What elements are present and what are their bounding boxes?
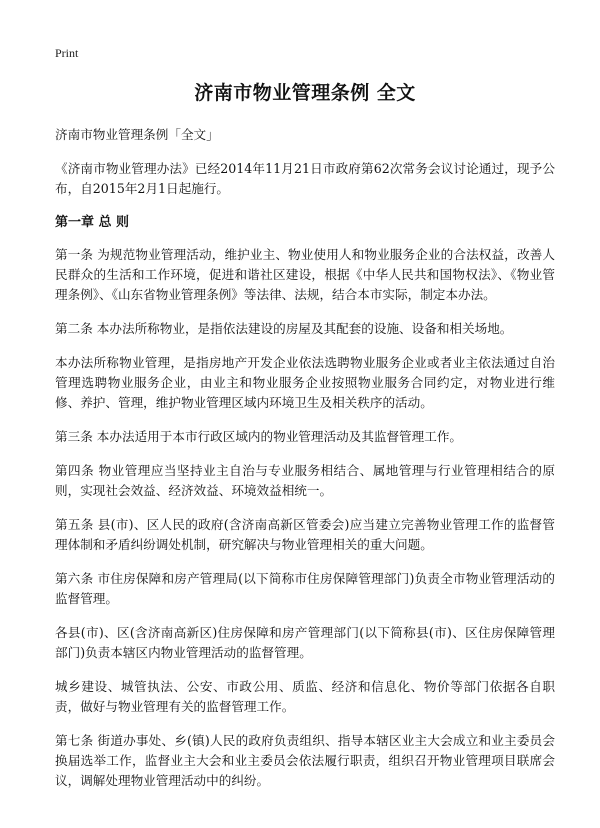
article-paragraph: 第四条 物业管理应当坚持业主自治与专业服务相结合、属地管理与行业管理相结合的原则，实现社会效益、经济效益、环境效益相统一。	[55, 463, 555, 498]
article-paragraph: 第五条 县(市)、区人民的政府(含济南高新区管委会)应当建立完善物业管理工作的监督管理体制和矛盾纠纷调处机制，研究解决与物业管理相关的重大问题。	[55, 517, 555, 552]
document-subtitle: 济南市物业管理条例「全文」	[55, 127, 219, 142]
article-paragraph: 第七条 街道办事处、乡(镇)人民的政府负责组织、指导本辖区业主大会成立和业主委员会换届选举工作，监督业主大会和业主委员会依法履行职责，组织召开物业管理项目联席会议，调解处理物业管理活动中的纠纷。	[55, 733, 555, 788]
article-paragraph: 各县(市)、区(含济南高新区)住房保障和房产管理部门(以下简称县(市)、区住房保障管理部门)负责本辖区内物业管理活动的监督管理。	[55, 625, 555, 660]
article-paragraph: 第六条 市住房保障和房产管理局(以下简称市住房保障管理部门)负责全市物业管理活动的监督管理。	[55, 571, 555, 606]
article-paragraph: 第二条 本办法所称物业，是指依法建设的房屋及其配套的设施、设备和相关场地。	[55, 321, 513, 336]
print-link[interactable]: Print	[55, 46, 79, 60]
article-paragraph: 城乡建设、城管执法、公安、市政公用、质监、经济和信息化、物价等部门依据各自职责，做好与物业管理有关的监督管理工作。	[55, 679, 555, 714]
chapter-heading: 第一章 总 则	[55, 215, 130, 230]
page-title: 济南市物业管理条例 全文	[194, 82, 416, 104]
intro-paragraph: 《济南市物业管理办法》已经2014年11月21日市政府第62次常务会议讨论通过，现予公布，自2015年2月1日起施行。	[55, 161, 555, 196]
article-paragraph: 第一条 为规范物业管理活动，维护业主、物业使用人和物业服务企业的合法权益，改善人民群众的生活和工作环境，促进和谐社区建设，根据《中华人民共和国物权法》、《物业管理条例》、《山东省物业管理条例》等法律、法规，结合本市实际，制定本办法。	[55, 247, 555, 302]
article-paragraph: 本办法所称物业管理，是指房地产开发企业依法选聘物业服务企业或者业主依法通过自治管理选聘物业服务企业，由业主和物业服务企业按照物业服务合同约定，对物业进行维修、养护、管理，维护物业管理区域内环境卫生及相关秩序的活动。	[55, 355, 555, 410]
document-body	[55, 78, 555, 805]
article-paragraph: 第三条 本办法适用于本市行政区域内的物业管理活动及其监督管理工作。	[55, 429, 463, 444]
